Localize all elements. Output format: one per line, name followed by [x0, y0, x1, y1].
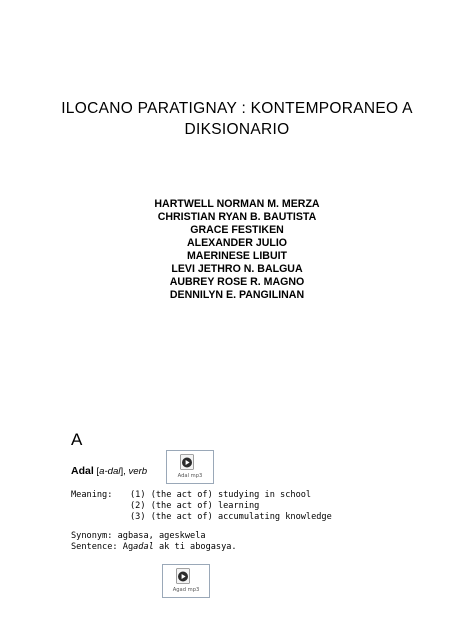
- audio-attachment-adal[interactable]: [166, 450, 214, 484]
- meaning-list: [130, 490, 332, 524]
- meaning-item: (2) (the act of) learning: [130, 501, 260, 512]
- author-name: MAERINESE LIBUIT: [186, 250, 288, 262]
- entry-headword: Adal: [71, 465, 94, 477]
- audio-attachment-agad[interactable]: [162, 564, 210, 598]
- meaning-label: Meaning:: [71, 490, 113, 500]
- title-line-2: DIKSIONARIO: [184, 121, 290, 138]
- meaning-item: (3) (the act of) accumulating knowledge: [130, 512, 332, 523]
- pron-bracket-close: ],: [120, 466, 129, 477]
- author-list: [40, 198, 434, 302]
- author-name: LEVI JETHRO N. BALGUA: [171, 263, 303, 275]
- pron-bracket-open: [: [93, 466, 100, 477]
- author-name: ALEXANDER JULIO: [186, 237, 288, 249]
- entry-headline: [71, 465, 147, 477]
- audio-play-icon: [175, 568, 191, 584]
- entry-part-of-speech: verb: [128, 466, 148, 477]
- sentence-line: [71, 542, 237, 553]
- synonym-line: [71, 531, 237, 542]
- author-name: GRACE FESTIKEN: [190, 224, 284, 236]
- entry-pronunciation: a-dal: [99, 466, 121, 477]
- sentence-label: Sentence:: [71, 542, 118, 553]
- sentence-rest: ak ti abogasya.: [153, 542, 237, 553]
- synonym-sentence-block: [71, 531, 237, 553]
- section-letter: A: [71, 430, 83, 449]
- title-line-1: ILOCANO PARATIGNAY : KONTEMPORANEO A: [61, 100, 413, 117]
- meaning-item: (1) (the act of) studying in school: [130, 490, 312, 500]
- author-name: CHRISTIAN RYAN B. BAUTISTA: [157, 211, 317, 223]
- sentence-keyword: adal: [133, 542, 154, 553]
- synonym-label: Synonym:: [71, 531, 113, 541]
- author-name: AUBREY ROSE R. MAGNO: [169, 276, 305, 288]
- audio-file-label: Agad mp3: [172, 587, 200, 593]
- audio-play-icon: [179, 454, 195, 470]
- document-title: [40, 98, 434, 140]
- synonym-values: agbasa, ageskwela: [117, 531, 206, 541]
- audio-file-label: Adal mp3: [177, 473, 203, 479]
- author-name: HARTWELL NORMAN M. MERZA: [154, 198, 320, 210]
- sentence-prefix: Ag: [122, 542, 134, 553]
- author-name: DENNILYN E. PANGILINAN: [169, 289, 305, 301]
